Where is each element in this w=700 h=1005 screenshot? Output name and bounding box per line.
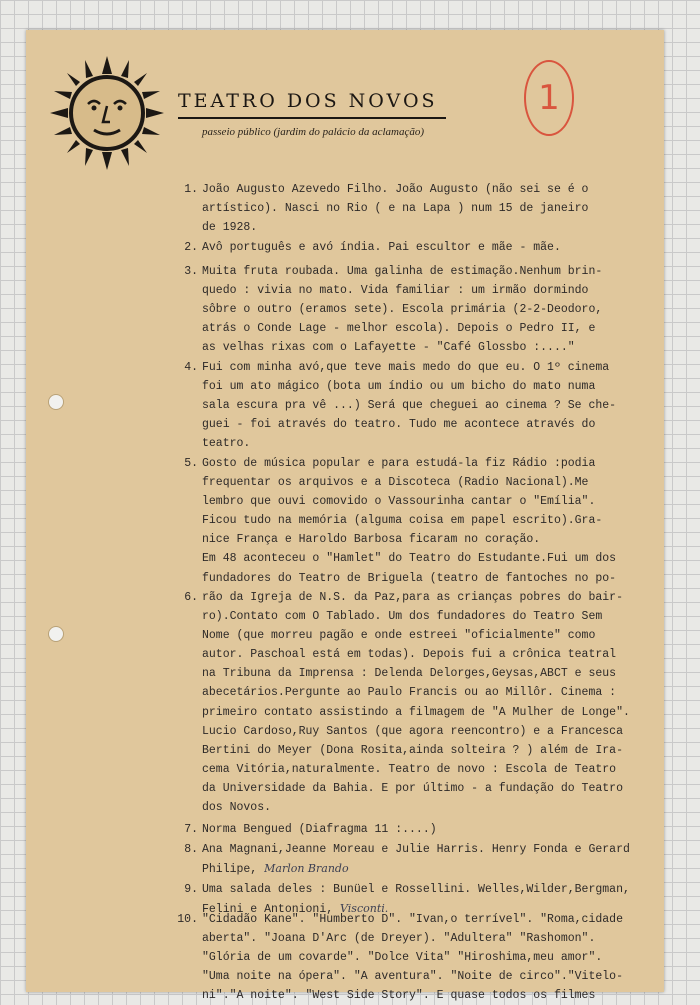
item-number: 10. (177, 913, 198, 926)
item-text: Fui com minha avó,que teve mais medo do que eu. O 1º cinema foi um ato mágico (bota um índio ou um bicho do mato numa sala escura pra vê ...) Será que cheguei ao cinema ? Se che- guei - foi através do teatro. Tudo me acontece através do teatro. (202, 361, 617, 451)
item-text: "Cidadão Kane". "Humberto D". "Ivan,o terrível". "Roma,cidade aberta". "Joana D'Arc (de Dreyer). "Adultera" "Rashomon". "Glória de um covarde". "Dolce Vita" "Hiroshima,meu amor". "Uma noite na ópera". "A aventura". "Noite de circo"."Vitelo- ni"."A noite". "West Side Story". E quase todos os filmes (202, 913, 623, 1003)
punch-hole (48, 394, 64, 410)
handwritten-addition: Visconti. (340, 902, 389, 916)
item-number: 9. (184, 883, 198, 896)
item-text: João Augusto Azevedo Filho. João Augusto (não sei se é o artístico). Nasci no Rio ( e na Lapa ) num 15 de janeiro de 1928. (202, 183, 589, 235)
item-typed-text: Ana Magnani,Jeanne Moreau e Julie Harris. Henry Fonda e Gerard Philipe, (202, 843, 630, 877)
item-text: Norma Bengued (Diafragma 11 :....) (202, 823, 437, 836)
item-text: Muita fruta roubada. Uma galinha de estimação.Nenhum brin- quedo : vivia no mato. Vida familiar : um irmão dormindo sôbre o outro (eramos sete). Escola primária (2-2-Deodoro, atrás o Conde Lage - melhor escola). Depois o Pedro II, e as velhas rixas com o Lafayette - "Café Glossbo :...." (202, 265, 603, 355)
item-typed-text: Uma salada deles : Bunüel e Rossellini. Welles,Wilder,Bergman, Felini e Antonioni, (202, 883, 630, 917)
item-number: 7. (184, 823, 198, 836)
letterhead-subtitle: passeio público (jardim do palácio da aclamação) (202, 126, 425, 138)
item-text: Avô português e avó índia. Pai escultor e mãe - mãe. (202, 241, 561, 254)
document-sheet (26, 30, 664, 1003)
punch-hole (48, 626, 64, 642)
item-number: 5. (184, 457, 198, 470)
item-number: 1. (184, 183, 198, 196)
item-text: rão da Igreja de N.S. da Paz,para as crianças pobres do bair- ro).Contato com O Tablado. Um dos fundadores do Teatro Sem Nome (que morreu pagão e onde estreei "oficialmente" como autor. Paschoal está em todas). Depois fui a crônica teatral na Tribuna da Imprensa : Delenda Delorges,Geysas,ABCT e seus abecetários.Pergunte ao Paulo Francis ou ao Millôr. Cinema : primeiro contato assistindo a filmagem de "A Mulher de Longe". Lucio Cardoso,Ruy Santos (que agora reencontro) e a Francesca Bertini do Meyer (Dona Rosita,ainda solteira ? ) além de Ira- cema Vitória,naturalmente. Teatro de novo : Escola de Teatro da Universidade da Bahia. E por último - a fundação do Teatro dos Novos. (202, 591, 630, 815)
sun-logo-icon (48, 54, 166, 172)
handwritten-addition: Marlon Brando (264, 862, 349, 876)
item-number: 4. (184, 361, 198, 374)
title-underline (178, 117, 446, 119)
item-number: 8. (184, 843, 198, 856)
page-number: 1 (524, 60, 574, 136)
item-text: Gosto de música popular e para estudá-la fiz Rádio :podia frequentar os arquivos e a Discoteca (Radio Nacional).Me lembro que ouvi comovido o Vassourinha cantar o "Emília". Ficou tudo na memória (alguma coisa em papel escrito).Gra- nice França e Haroldo Barbosa ficaram no coração. Em 48 aconteceu o "Hamlet" do Teatro do Estudante.Fui um dos fundadores do Teatro de Briguela (teatro de fantoches no po- (202, 457, 617, 585)
item-number: 3. (184, 265, 198, 278)
letterhead-title: TEATRO DOS NOVOS (178, 90, 438, 112)
item-text (202, 840, 642, 879)
item-number: 6. (184, 591, 198, 604)
item-number: 2. (184, 241, 198, 254)
